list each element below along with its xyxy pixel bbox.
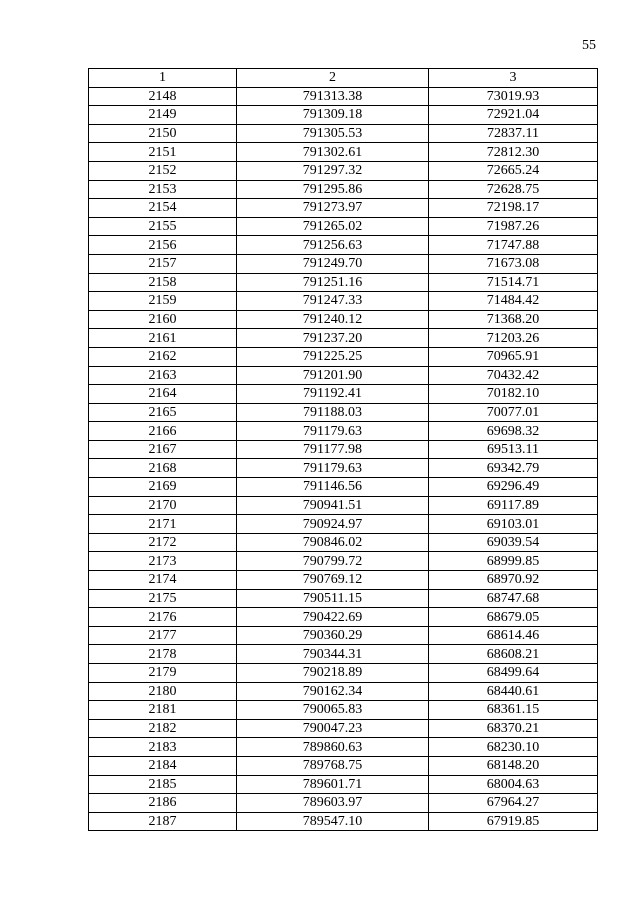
point-number-cell: 2156 — [89, 236, 237, 255]
x-coordinate-cell: 791247.33 — [237, 292, 429, 311]
point-number-cell: 2159 — [89, 292, 237, 311]
point-number-cell: 2171 — [89, 515, 237, 534]
column-header-1: 1 — [89, 69, 237, 88]
table-row — [89, 478, 598, 497]
point-number-cell: 2184 — [89, 756, 237, 775]
y-coordinate-cell: 70432.42 — [429, 366, 598, 385]
x-coordinate-cell: 791146.56 — [237, 478, 429, 497]
point-number-cell: 2155 — [89, 217, 237, 236]
table-row — [89, 645, 598, 664]
table-row — [89, 143, 598, 162]
point-number-cell: 2158 — [89, 273, 237, 292]
x-coordinate-cell: 789601.71 — [237, 775, 429, 794]
y-coordinate-cell: 69296.49 — [429, 478, 598, 497]
table-row — [89, 459, 598, 478]
table-row — [89, 329, 598, 348]
y-coordinate-cell: 71514.71 — [429, 273, 598, 292]
x-coordinate-cell: 789860.63 — [237, 738, 429, 757]
table-row — [89, 682, 598, 701]
y-coordinate-cell: 68004.63 — [429, 775, 598, 794]
point-number-cell: 2165 — [89, 403, 237, 422]
y-coordinate-cell: 68370.21 — [429, 719, 598, 738]
table-row — [89, 515, 598, 534]
table-row — [89, 422, 598, 441]
point-number-cell: 2153 — [89, 180, 237, 199]
x-coordinate-cell: 791177.98 — [237, 440, 429, 459]
point-number-cell: 2182 — [89, 719, 237, 738]
x-coordinate-cell: 789547.10 — [237, 812, 429, 831]
point-number-cell: 2174 — [89, 571, 237, 590]
column-header-2: 2 — [237, 69, 429, 88]
y-coordinate-cell: 71368.20 — [429, 310, 598, 329]
point-number-cell: 2173 — [89, 552, 237, 571]
table-row — [89, 217, 598, 236]
x-coordinate-cell: 791192.41 — [237, 385, 429, 404]
x-coordinate-cell: 789768.75 — [237, 756, 429, 775]
x-coordinate-cell: 789603.97 — [237, 794, 429, 813]
table-row — [89, 366, 598, 385]
y-coordinate-cell: 70965.91 — [429, 347, 598, 366]
y-coordinate-cell: 69117.89 — [429, 496, 598, 515]
x-coordinate-cell: 791265.02 — [237, 217, 429, 236]
table-row — [89, 812, 598, 831]
x-coordinate-cell: 790218.89 — [237, 664, 429, 683]
point-number-cell: 2161 — [89, 329, 237, 348]
y-coordinate-cell: 71673.08 — [429, 254, 598, 273]
y-coordinate-cell: 71484.42 — [429, 292, 598, 311]
x-coordinate-cell: 791201.90 — [237, 366, 429, 385]
x-coordinate-cell: 791188.03 — [237, 403, 429, 422]
point-number-cell: 2167 — [89, 440, 237, 459]
x-coordinate-cell: 790769.12 — [237, 571, 429, 590]
x-coordinate-cell: 791179.63 — [237, 459, 429, 478]
table-row — [89, 496, 598, 515]
y-coordinate-cell: 67964.27 — [429, 794, 598, 813]
point-number-cell: 2180 — [89, 682, 237, 701]
y-coordinate-cell: 68148.20 — [429, 756, 598, 775]
y-coordinate-cell: 73019.93 — [429, 87, 598, 106]
y-coordinate-cell: 68747.68 — [429, 589, 598, 608]
table-row — [89, 403, 598, 422]
point-number-cell: 2187 — [89, 812, 237, 831]
table-row — [89, 589, 598, 608]
y-coordinate-cell: 72198.17 — [429, 199, 598, 218]
x-coordinate-cell: 790065.83 — [237, 701, 429, 720]
y-coordinate-cell: 72628.75 — [429, 180, 598, 199]
table-row — [89, 756, 598, 775]
point-number-cell: 2177 — [89, 626, 237, 645]
y-coordinate-cell: 68970.92 — [429, 571, 598, 590]
x-coordinate-cell: 791179.63 — [237, 422, 429, 441]
point-number-cell: 2163 — [89, 366, 237, 385]
table-row — [89, 775, 598, 794]
y-coordinate-cell: 69039.54 — [429, 533, 598, 552]
table-row — [89, 180, 598, 199]
x-coordinate-cell: 790422.69 — [237, 608, 429, 627]
y-coordinate-cell: 71747.88 — [429, 236, 598, 255]
x-coordinate-cell: 791225.25 — [237, 347, 429, 366]
y-coordinate-cell: 71987.26 — [429, 217, 598, 236]
table-row — [89, 701, 598, 720]
table-row — [89, 161, 598, 180]
x-coordinate-cell: 791313.38 — [237, 87, 429, 106]
point-number-cell: 2164 — [89, 385, 237, 404]
table-row — [89, 347, 598, 366]
y-coordinate-cell: 72921.04 — [429, 106, 598, 125]
point-number-cell: 2172 — [89, 533, 237, 552]
x-coordinate-cell: 791249.70 — [237, 254, 429, 273]
table-body — [89, 87, 598, 831]
x-coordinate-cell: 790924.97 — [237, 515, 429, 534]
point-number-cell: 2157 — [89, 254, 237, 273]
point-number-cell: 2151 — [89, 143, 237, 162]
table-row — [89, 626, 598, 645]
x-coordinate-cell: 791309.18 — [237, 106, 429, 125]
table-row — [89, 571, 598, 590]
table-row — [89, 124, 598, 143]
y-coordinate-cell: 68999.85 — [429, 552, 598, 571]
y-coordinate-cell: 68679.05 — [429, 608, 598, 627]
x-coordinate-cell: 791302.61 — [237, 143, 429, 162]
table-row — [89, 199, 598, 218]
table-row — [89, 664, 598, 683]
point-number-cell: 2169 — [89, 478, 237, 497]
x-coordinate-cell: 790511.15 — [237, 589, 429, 608]
coordinates-table — [88, 68, 598, 831]
table-row — [89, 738, 598, 757]
table-row — [89, 533, 598, 552]
x-coordinate-cell: 790846.02 — [237, 533, 429, 552]
y-coordinate-cell: 70077.01 — [429, 403, 598, 422]
y-coordinate-cell: 69103.01 — [429, 515, 598, 534]
table-row — [89, 87, 598, 106]
point-number-cell: 2148 — [89, 87, 237, 106]
point-number-cell: 2166 — [89, 422, 237, 441]
x-coordinate-cell: 791237.20 — [237, 329, 429, 348]
table-row — [89, 292, 598, 311]
point-number-cell: 2186 — [89, 794, 237, 813]
table-row — [89, 440, 598, 459]
x-coordinate-cell: 791256.63 — [237, 236, 429, 255]
y-coordinate-cell: 72665.24 — [429, 161, 598, 180]
point-number-cell: 2154 — [89, 199, 237, 218]
point-number-cell: 2175 — [89, 589, 237, 608]
table-row — [89, 552, 598, 571]
point-number-cell: 2185 — [89, 775, 237, 794]
x-coordinate-cell: 790344.31 — [237, 645, 429, 664]
y-coordinate-cell: 68499.64 — [429, 664, 598, 683]
table-row — [89, 719, 598, 738]
column-header-3: 3 — [429, 69, 598, 88]
y-coordinate-cell: 68608.21 — [429, 645, 598, 664]
x-coordinate-cell: 791240.12 — [237, 310, 429, 329]
page-number: 55 — [582, 38, 596, 53]
y-coordinate-cell: 68361.15 — [429, 701, 598, 720]
point-number-cell: 2181 — [89, 701, 237, 720]
table-row — [89, 236, 598, 255]
y-coordinate-cell: 72812.30 — [429, 143, 598, 162]
table-row — [89, 273, 598, 292]
x-coordinate-cell: 791297.32 — [237, 161, 429, 180]
y-coordinate-cell: 68614.46 — [429, 626, 598, 645]
x-coordinate-cell: 790047.23 — [237, 719, 429, 738]
point-number-cell: 2183 — [89, 738, 237, 757]
y-coordinate-cell: 67919.85 — [429, 812, 598, 831]
y-coordinate-cell: 69342.79 — [429, 459, 598, 478]
y-coordinate-cell: 69698.32 — [429, 422, 598, 441]
point-number-cell: 2152 — [89, 161, 237, 180]
y-coordinate-cell: 68230.10 — [429, 738, 598, 757]
table-row — [89, 794, 598, 813]
table-row — [89, 385, 598, 404]
x-coordinate-cell: 790799.72 — [237, 552, 429, 571]
table-row — [89, 310, 598, 329]
point-number-cell: 2150 — [89, 124, 237, 143]
table-header-row — [89, 69, 598, 88]
y-coordinate-cell: 72837.11 — [429, 124, 598, 143]
table-row — [89, 106, 598, 125]
y-coordinate-cell: 69513.11 — [429, 440, 598, 459]
table-row — [89, 254, 598, 273]
y-coordinate-cell: 68440.61 — [429, 682, 598, 701]
point-number-cell: 2178 — [89, 645, 237, 664]
x-coordinate-cell: 791273.97 — [237, 199, 429, 218]
x-coordinate-cell: 790162.34 — [237, 682, 429, 701]
x-coordinate-cell: 790941.51 — [237, 496, 429, 515]
point-number-cell: 2176 — [89, 608, 237, 627]
x-coordinate-cell: 791295.86 — [237, 180, 429, 199]
point-number-cell: 2149 — [89, 106, 237, 125]
point-number-cell: 2179 — [89, 664, 237, 683]
table-row — [89, 608, 598, 627]
point-number-cell: 2168 — [89, 459, 237, 478]
point-number-cell: 2170 — [89, 496, 237, 515]
y-coordinate-cell: 70182.10 — [429, 385, 598, 404]
point-number-cell: 2160 — [89, 310, 237, 329]
y-coordinate-cell: 71203.26 — [429, 329, 598, 348]
point-number-cell: 2162 — [89, 347, 237, 366]
x-coordinate-cell: 791251.16 — [237, 273, 429, 292]
x-coordinate-cell: 791305.53 — [237, 124, 429, 143]
x-coordinate-cell: 790360.29 — [237, 626, 429, 645]
